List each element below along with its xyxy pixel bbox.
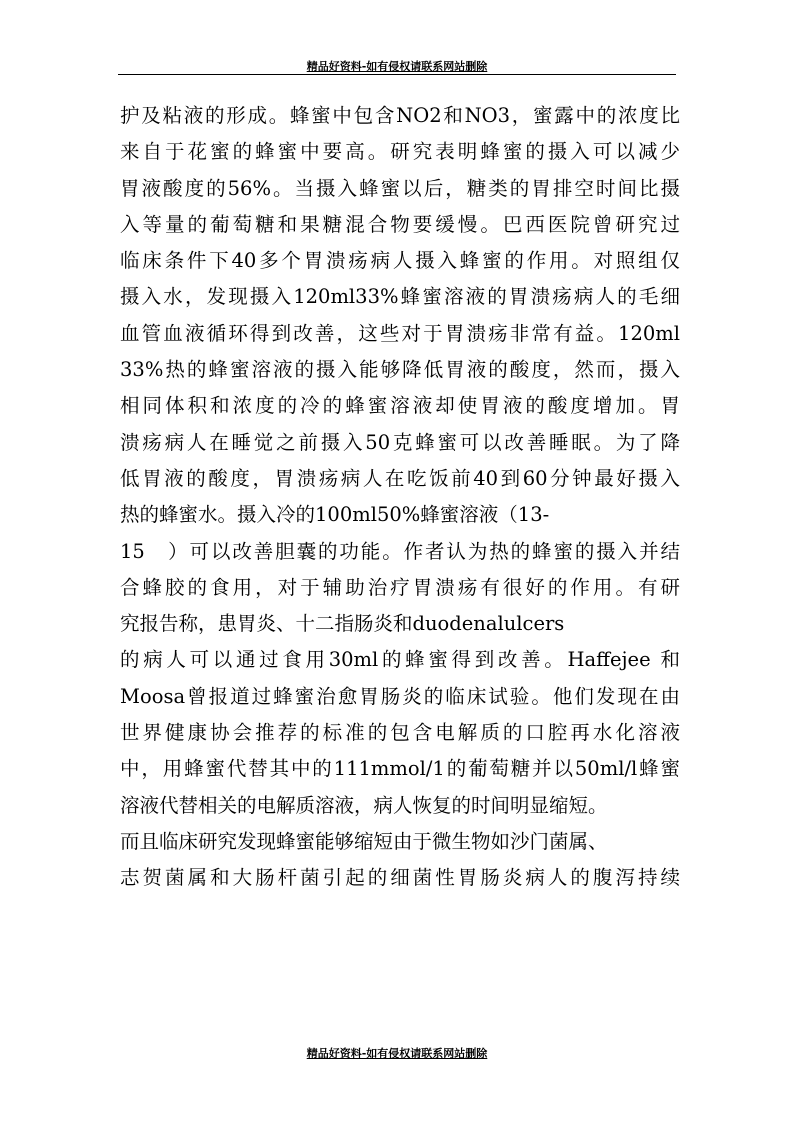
body-line: 而且临床研究发现蜂蜜能够缩短由于微生物如沙门菌属、 xyxy=(120,829,608,853)
header-divider xyxy=(118,74,676,75)
body-line: 来自于花蜜的蜂蜜中要高。研究表明蜂蜜的摄入可以减少 xyxy=(120,140,680,164)
page-footer: 精品好资料-如有侵权请联系网站删除 xyxy=(306,1047,488,1060)
body-line: 胃液酸度的56%。当摄入蜂蜜以后，糖类的胃排空时间比摄 xyxy=(120,176,680,200)
body-line: 的病人可以通过食用30ml的蜂蜜得到改善。Haffejee 和 xyxy=(120,648,680,672)
page-header: 精品好资料-如有侵权请联系网站删除 xyxy=(306,60,488,73)
body-line: 相同体积和浓度的冷的蜂蜜溶液却使胃液的酸度增加。胃 xyxy=(120,394,680,418)
body-line: 世界健康协会推荐的标准的包含电解质的口腔再水化溶液 xyxy=(120,721,680,745)
body-line: 33%热的蜂蜜溶液的摄入能够降低胃液的酸度，然而，摄入 xyxy=(120,358,680,382)
body-line: 低胃液的酸度，胃溃疡病人在吃饭前40到60分钟最好摄入 xyxy=(120,466,680,490)
body-line: 临床条件下40多个胃溃疡病人摄入蜂蜜的作用。对照组仅 xyxy=(120,249,680,273)
body-line: 志贺菌属和大肠杆菌引起的细菌性胃肠炎病人的腹泻持续 xyxy=(120,866,680,890)
body-line: 血管血液循环得到改善，这些对于胃溃疡非常有益。120ml xyxy=(120,321,680,345)
body-line: 合蜂胶的食用，对于辅助治疗胃溃疡有很好的作用。有研 xyxy=(120,575,680,599)
body-line: 究报告称，患胃炎、十二指肠炎和duodenalulcers xyxy=(120,612,565,636)
body-line: 护及粘液的形成。蜂蜜中包含NO2和NO3，蜜露中的浓度比 xyxy=(120,104,680,127)
document-body xyxy=(120,98,680,897)
body-line: 入等量的葡萄糖和果糖混合物要缓慢。巴西医院曾研究过 xyxy=(120,212,680,236)
body-line: 溃疡病人在睡觉之前摄入50克蜂蜜可以改善睡眠。为了降 xyxy=(120,430,680,454)
body-line: 中，用蜂蜜代替其中的111mmol/1的葡萄糖并以50ml/l蜂蜜 xyxy=(120,757,680,781)
body-line: Moosa曾报道过蜂蜜治愈胃肠炎的临床试验。他们发现在由 xyxy=(120,684,680,708)
body-line: 溶液代替相关的电解质溶液，病人恢复的时间明显缩短。 xyxy=(120,793,608,817)
body-line: 热的蜂蜜水。摄入冷的100ml50%蜂蜜溶液（13- xyxy=(120,503,550,527)
body-line: 15 ）可以改善胆囊的功能。作者认为热的蜂蜜的摄入并结 xyxy=(120,539,680,563)
body-line: 摄入水，发现摄入120ml33%蜂蜜溶液的胃溃疡病人的毛细 xyxy=(120,285,680,309)
